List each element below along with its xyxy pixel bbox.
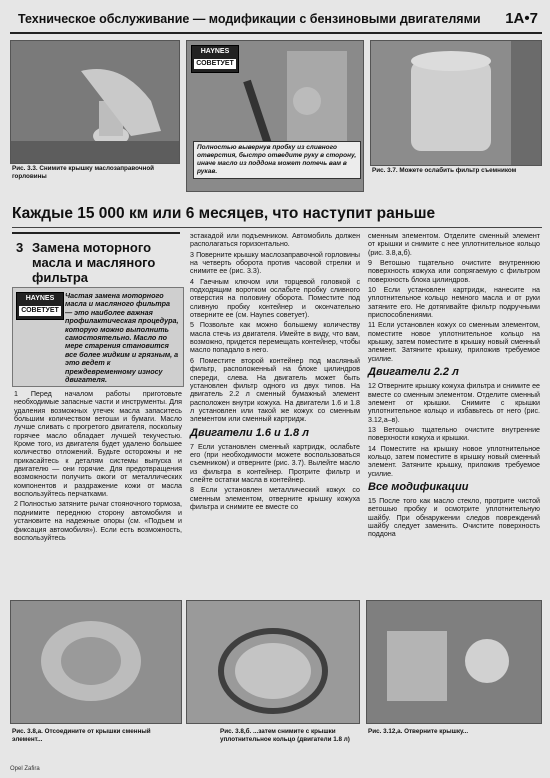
interval-heading: Каждые 15 000 км или 6 месяцев, что наступит раньше — [12, 205, 542, 228]
photo-3-3-image — [11, 41, 179, 163]
col2-para-1: эстакадой или подъемником. Автомобиль должен располагаться горизонтально. — [190, 232, 360, 249]
photo-3-8a-image — [11, 601, 181, 723]
col3-para-13: 13 Ветошью тщательно очистите внутренние поверхности кожуха и крышки. — [368, 425, 540, 443]
haynes-tip-box — [12, 287, 184, 387]
photo-3-7-image — [371, 41, 541, 165]
column-2 — [190, 232, 360, 513]
caption-3-3: Рис. 3.3. Снимите крышку маслозаправочной горловины — [12, 165, 155, 180]
haynes-tip-badge — [191, 45, 239, 73]
tip-box-text: Частая замена моторного масла и масляного фильтра — это наиболее важная профилактическая процедура, которую можно выполнить самостоятельно. Масло по мере старения становится все более жидким и грязным, а это ведет к преждевременному износу двигателя. — [65, 291, 179, 385]
photo-3-12a — [366, 600, 542, 724]
page-title: Техническое обслуживание — модификации с бензиновыми двигателями — [18, 12, 481, 26]
subheading-engine-22: Двигатели 2.2 л — [368, 366, 459, 379]
page-header — [10, 8, 542, 34]
col2-para-4: 4 Гаечным ключом или торцевой головкой с подходящим воротком ослабьте пробку сливного отверстия на половину оборота. Поместите под сливную пробку контейнер и окончательно отверните ее (см. Haynes советует). — [190, 277, 360, 320]
column-3 — [368, 232, 540, 541]
photo-3-12a-image — [367, 601, 541, 723]
col2-para-7: 7 Если установлен сменный картридж, ослабьте его (при необходимости можете воспользоваться съемником) и отверните (рис. 3.7). Вылейте масло из фильтра в контейнер. Протрите фильтр и слейте остатки масла в контейнер. — [190, 442, 360, 484]
section-title: Замена моторного масла и масляного фильтра — [32, 240, 156, 285]
caption-3-12a: Рис. 3.12,а. Отверните крышку... — [368, 728, 469, 735]
col1-para-1: 1 Перед началом работы приготовьте необходимые запасные части и инструменты. Для удаления возможных утечек масла запаситесь большим количеством ветоши и бумаги. Масло лучше сливать с прогретого двигателя, поскольку горячее масло обладает лучшей текучестью. Кроме того, из двигателя будет удалено большее количество отложений. Будьте осторожны и не прикасайтесь к деталям системы выпуска и двигателю — они горячие. Для предотвращения возможности получить ожоги от металлических компонентов и раздражение кожи от масла воспользуйтесь перчатками. — [14, 390, 182, 499]
photo-3-8b — [186, 600, 360, 724]
col3-para-cont: сменным элементом. Отделите сменный элемент от крышки и снимите с нее уплотнительное кольцо (рис. 3.8,а,б). — [368, 232, 540, 257]
col2-para-3: 3 Поверните крышку маслозаправочной горловины на четверть оборота против часовой стрелки и снимите ее (рис. 3.3). — [190, 250, 360, 276]
subheading-all-models: Все модификации — [368, 480, 469, 493]
section-number: 3 — [16, 240, 24, 255]
photo-haynes-tip — [186, 40, 364, 192]
column-1 — [14, 390, 182, 544]
photo-3-7 — [370, 40, 542, 166]
col3-para-11: 11 Если установлен кожух со сменным элементом, поместите новое уплотнительное кольцо на крышку, затем поместите в крышку новый сменный элемент. Затяните крышку, приложив требуемое усилие. — [368, 321, 540, 363]
haynes-badge-line1: HAYNES — [200, 48, 230, 55]
col1-para-2: 2 Полностью затяните рычаг стояночного тормоза, поднимите переднюю сторону автомобиля и установите на надежные опоры (см. «Подъем и фиксация автомобиля»). Если есть возможность, воспользуйтесь — [14, 500, 183, 542]
col3-para-9: 9 Ветошью тщательно очистите внутреннюю поверхность кожуха или сопрягаемую с фильтром поверхность блока цилиндров. — [368, 259, 540, 284]
tip-box-badge-line2: СОВЕТУЕТ — [19, 306, 61, 316]
photo-3-8a — [10, 600, 182, 724]
caption-3-8a: Рис. 3.8,а. Отсоедините от крышки сменный элемент... — [12, 728, 151, 743]
tip-box-badge-line1: HAYNES — [25, 295, 55, 302]
page-number: 1A•7 — [505, 10, 538, 27]
col3-para-14: 14 Поместите на крышку новое уплотнительное кольцо, затем поместите в крышку новый сменный элемент. Затяните крышку, приложив требуемое усилие. — [368, 444, 540, 478]
haynes-tip-box-badge — [16, 292, 64, 320]
col3-para-15: 15 После того как масло стекло, протрите чистой ветошью пробку и осмотрите уплотнительную шайбу. При обнаружении следов повреждений шайбу следует заменить. Очистите поверхность поддона — [368, 496, 540, 539]
col3-para-12: 12 Отверните крышку кожуха фильтра и снимите ее вместе со сменным элементом. Отделите сменный элемент от крышки. Снимите с крышки уплотнительное кольцо и избавьтесь от него (рис. 3.12,а–в). — [368, 382, 540, 424]
col3-para-10: 10 Если установлен картридж, нанесите на уплотнительное кольцо немного масла и от руки затяните его. Не дотягивайте фильтр подручными приспособлениями. — [368, 286, 540, 320]
photo-3-3 — [10, 40, 180, 164]
section-heading — [12, 232, 180, 284]
subheading-engines-16-18: Двигатели 1.6 и 1.8 л — [190, 426, 309, 439]
page-footer: Opel Zafira — [10, 766, 40, 772]
caption-3-8b: Рис. 3.8,б. ...затем снимите с крышки уплотнительное кольцо (двигатели 1.8 л) — [220, 728, 350, 743]
photo-callout: Полностью вывернув пробку из сливного отверстия, быстро отведите руку в сторону, иначе масло из поддона может потечь вам в рукав. — [193, 141, 361, 179]
caption-3-7: Рис. 3.7. Можете ослабить фильтр съемником — [372, 167, 517, 174]
col2-para-6: 6 Поместите второй контейнер под масляный фильтр, расположенный на блоке цилиндров спереди, слева. На двигатель может быть установлен фильтр одного из двух типов. На двигатель 2.2 л сменный бумажный элемент расположен внутри кожуха. На двигатели 1.6 и 1.8 л установлен или такой же кожух со сменным элементом или сменный картридж. — [190, 356, 360, 424]
haynes-badge-line2: СОВЕТУЕТ — [194, 59, 236, 69]
photo-3-8b-image — [187, 601, 359, 723]
col2-para-5: 5 Позвольте как можно большему количеству масла стечь из двигателя. Имейте в виду, что вам, возможно, придется перемещать контейнер, чтобы масло попадало в него. — [190, 321, 360, 355]
col2-para-8: 8 Если установлен металлический кожух со сменным элементом, отверните крышку кожуха фильтра и снимите ее вместе со — [190, 486, 360, 511]
